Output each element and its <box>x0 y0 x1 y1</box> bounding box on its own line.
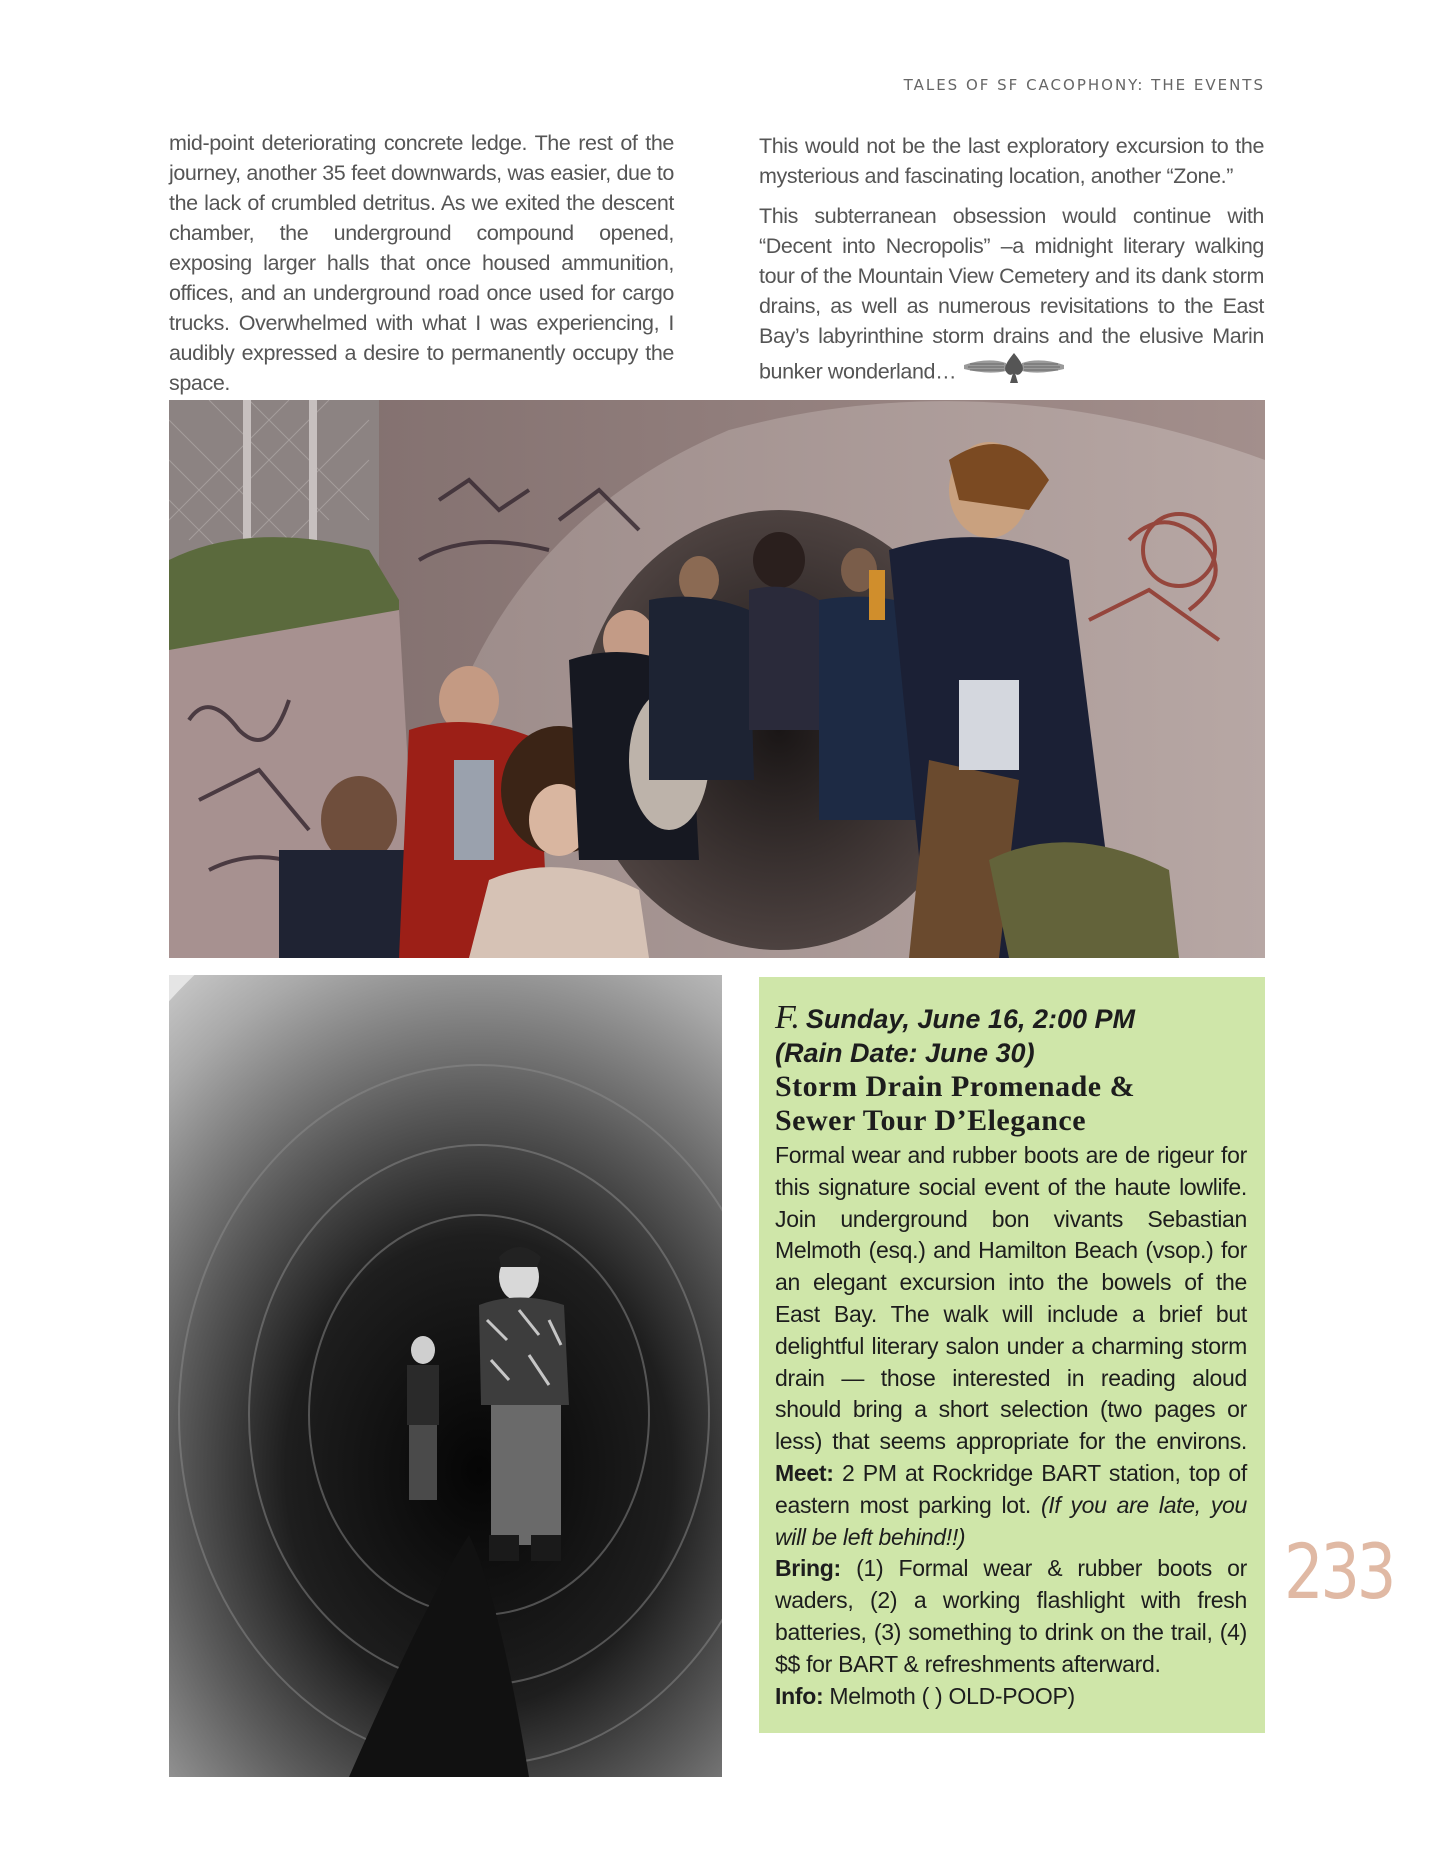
flyer-bring-label: Bring: <box>775 1555 841 1582</box>
left-column <box>169 128 674 398</box>
right-column-paragraph-1: This would not be the last exploratory excursion to the mysterious and fascinating location, another “Zone.” <box>759 134 1264 188</box>
flyer-meet-warning: (If you are late, you will be left behind!!) <box>775 1491 1248 1550</box>
left-column-paragraph: mid-point deteriorating concrete ledge. The rest of the journey, another 35 feet downwards, was easier, due to the lack of crumbled detritus. As we exited the descent chamber, the underground compound opened, exposing larger halls that once housed ammunition, offices, and an underground road once used for cargo trucks. Overwhelmed with what I was experiencing, I audibly expressed a desire to permanently occupy the space. <box>169 131 674 395</box>
event-flyer-clipping <box>759 977 1265 1733</box>
right-column <box>759 131 1264 405</box>
flyer-info-label: Info: <box>775 1682 824 1709</box>
flyer-date-line <box>775 1001 1247 1036</box>
flyer-letter: F. <box>775 999 800 1036</box>
flyer-title-line-2: Sewer Tour D’Elegance <box>775 1104 1087 1137</box>
spade-ornament-icon <box>962 351 1066 395</box>
flyer-body <box>775 1140 1247 1712</box>
flyer-meet-label: Meet: <box>775 1459 834 1486</box>
running-header: TALES OF SF CACOPHONY: THE EVENTS <box>903 76 1265 94</box>
right-column-paragraph-2-text: This subterranean obsession would continue with “Decent into Necropolis” –a midnight literary walking tour of the Mountain View Cemetery and its dank storm drains, as well as numerous revisitations to the East Bay’s labyrinthine storm drains and the elusive Marin bunker wonderland… <box>759 204 1264 384</box>
flyer-rain-date: (Rain Date: June 30) <box>775 1038 1035 1068</box>
right-column-paragraph-2 <box>759 201 1264 395</box>
color-photo-storm-drain-group <box>169 400 1265 958</box>
flyer-date: Sunday, June 16, 2:00 PM <box>805 1004 1136 1034</box>
flyer-description: Formal wear and rubber boots are de rigeur for this signature social event of the haute lowlife. Join underground bon vivants Sebastian Melmoth (esq.) and Hamilton Beach (vsop.) for an elegant excursion into the bowels of the East Bay. The walk will include a brief but delightful literary salon under a charming storm drain — those interested in reading aloud should bring a short selection (two pages or less) that seems appropriate for the environs. <box>775 1142 1247 1455</box>
bw-photo-storm-drain-tunnel <box>169 975 722 1777</box>
flyer-info-text: Melmoth ( ) OLD-POOP) <box>829 1682 1075 1709</box>
flyer-title-line-1: Storm Drain Promenade & <box>775 1070 1136 1103</box>
flyer-meet-text: 2 PM at Rockridge BART station, top of eastern most parking lot. <box>775 1459 1248 1518</box>
page-number: 233 <box>1284 1527 1394 1616</box>
flyer-bring-text: (1) Formal wear & rubber boots or waders, (2) a working flashlight with fresh batteries, (3) something to drink on the trail, (4) $$ for BART & refreshments afterward. <box>775 1555 1247 1677</box>
